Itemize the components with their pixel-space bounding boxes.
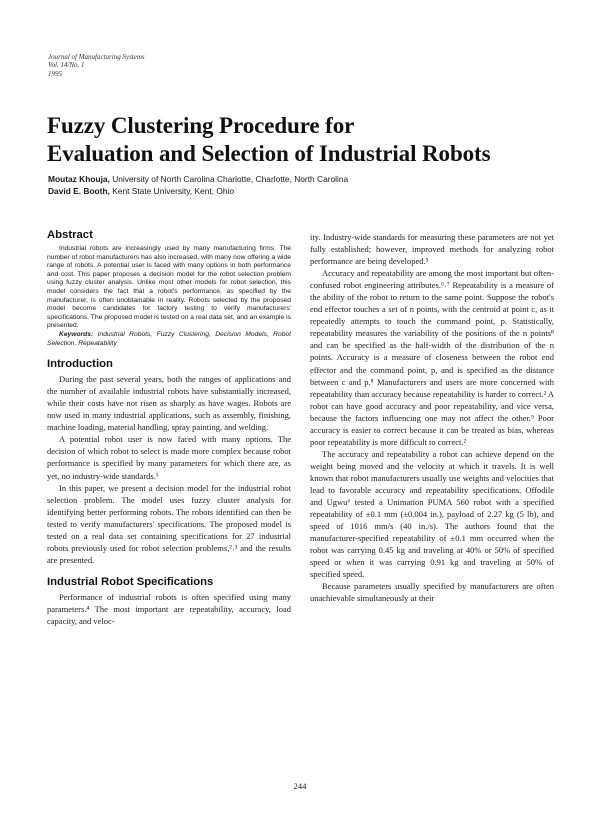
right-paragraph-1: ity. Industry-wide standards for measuring these parameters are not yet fully established; however, improved methods for analyzing robot performance are being developed.⁵ (310, 232, 554, 267)
abstract-text: Industrial robots are increasingly used by many manufacturing firms. The number of robot manufacturers has also increased, with many now offering a wide range of robots. A potential user is faced with many options in both performance and cost. This paper proposes a decision model for the robot selection problem using fuzzy cluster analysis. Unlike most other models for robot selection, this model considers the fact that a robot's performance, as specified by the manufacturer, is often unobtainable in reality. Robots selected by the proposed model become candidates for factory testing to verify manufacturers' specifications. The proposed model is tested on a real data set, and an example is presented. (47, 245, 291, 330)
journal-header (48, 53, 145, 78)
journal-year: 1995 (48, 69, 62, 78)
introduction-paragraph-2: A potential robot user is now faced with many options. The decision of which robot to select is made more complex because robot performance is specified by many parameters for which there are, as yet, no industry-wide standards.¹ (47, 434, 291, 481)
title-line-1: Fuzzy Clustering Procedure for (47, 113, 355, 138)
keywords (47, 331, 291, 348)
page-number: 244 (293, 781, 307, 791)
right-paragraph-2: Accuracy and repeatability are among the most important but often-confused robot engineering attributes.⁶˒⁷ Repeatability is a measure of the ability of the robot to return to the same point. Suppose the robot's end effector touches a set of n points, with the centroid at point c, as it repeatedly attempts to touch the command point, p. Statistically, repeatability measures the variability of the positions of the n points⁸ and can be specified as the half-width of the distribution of the n points. Accuracy is a measure of closeness between the robot end effector and the command point, p, and is specified as the distance between c and p.⁸ Manufacturers and users are more concerned with repeatability than accuracy because repeatability is harder to correct.² A robot can have good accuracy and poor repeatability, and vice versa, because the factors influencing one may not affect the other.⁹ Poor accuracy is easier to correct because it can be treated as bias, whereas poor repeatability is more difficult to correct.² (310, 268, 554, 447)
introduction-heading: Introduction (47, 358, 113, 371)
specifications-heading: Industrial Robot Specifications (47, 575, 214, 588)
keywords-label: Keywords: (59, 330, 94, 338)
right-paragraph-3: The accuracy and repeatability a robot can achieve depend on the weight being moved and the velocity at which it travels. It is well known that robot manufacturers usually use weights and velocities that lead to favorable accuracy and repeatability specifications. Offodile and Ugwu⁶ tested a Unimation PUMA 560 robot with a specified repeatability of ±0.1 mm (±0.004 in.), payload of 2.27 kg (5 lb), and speed of 1016 mm/s (40 in./s). The authors found that the manufacturer-specified repeatability of ±0.1 mm occurred when the robot was carrying 0.45 kg and traveling at 40% or 50% of specified speed or when it was carrying 0.91 kg and traveling at 50% of specified speed. (310, 448, 554, 580)
right-paragraph-4: Because parameters usually specified by manufacturers are often unachievable simultaneously at their (310, 581, 554, 604)
author-block (48, 173, 348, 197)
specifications-section (47, 576, 291, 627)
specifications-paragraph-1: Performance of industrial robots is often specified using many parameters.⁴ The most important are repeatability, accuracy, load capacity, and veloc- (47, 591, 291, 626)
author-2 (48, 185, 348, 197)
introduction-paragraph-3: In this paper, we present a decision model for the industrial robot selection problem. The model uses fuzzy cluster analysis for identifying better performing robots. The robots identified can then be tested to verify manufacturers' specifications. The proposed model is tested on a real data set containing specifications for 27 industrial robots previously used for robot selection problems,²˒³ and the results are presented. (47, 482, 291, 565)
introduction-paragraph-1: During the past several years, both the ranges of applications and the number of available industrial robots have substantially increased, while their costs have not risen as sharply as have wages. Robots are now used in many industrial applications, such as assembly, finishing, machine loading, material handling, spray painting, and welding. (47, 374, 291, 433)
author-2-affiliation: Kent State University, Kent, Ohio (109, 186, 235, 196)
author-1 (48, 173, 348, 185)
journal-volume: Vol. 14/No. 1 (48, 61, 85, 70)
paper-title (47, 112, 567, 168)
left-column (47, 229, 291, 627)
keywords-list: Industrial Robots, Fuzzy Clustering, Decision Models, Robot Selection, Repeatability (47, 330, 291, 347)
title-line-2: Evaluation and Selection of Industrial Robots (47, 141, 491, 166)
abstract-section (47, 229, 291, 348)
author-1-affiliation: University of North Carolina Charlotte, Charlotte, North Carolina (109, 174, 349, 184)
right-column (310, 231, 554, 604)
journal-name: Journal of Manufacturing Systems (48, 53, 145, 61)
abstract-heading: Abstract (47, 229, 93, 241)
author-2-name: David E. Booth, (48, 186, 110, 196)
introduction-section (47, 358, 291, 566)
author-1-name: Moutaz Khouja, (48, 174, 110, 184)
